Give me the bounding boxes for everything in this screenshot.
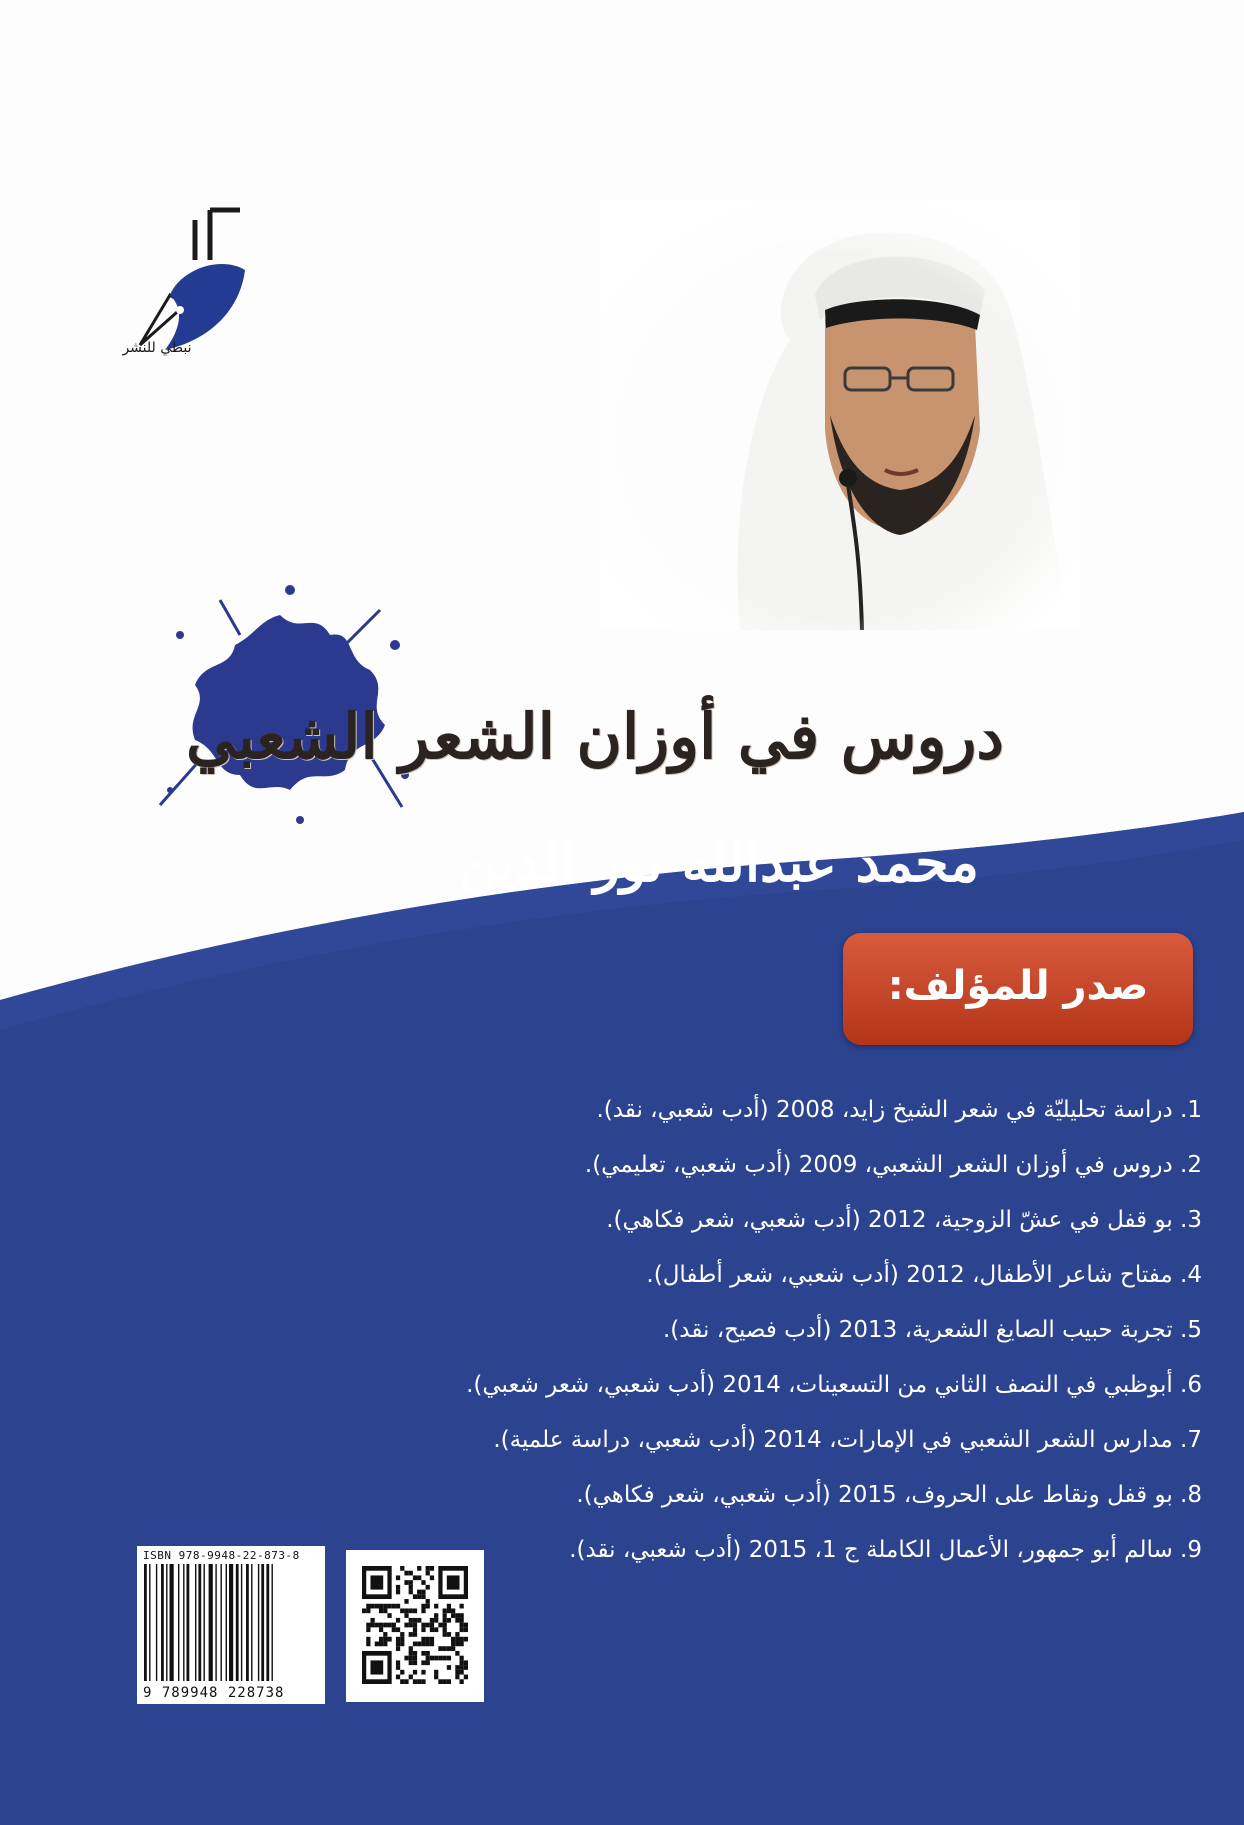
isbn-number: ISBN 978-9948-22-873-8 [143, 1549, 300, 1562]
author-name: محمد عبدالله نور الدين [459, 830, 979, 894]
barcode-digits: 9 789948 228738 [143, 1685, 285, 1701]
qr-code-box [346, 1550, 484, 1702]
list-item: 9. سالم أبو جمهور، الأعمال الكاملة ج 1، 2015 (أدب شعبي، نقد). [569, 1537, 1202, 1563]
list-item: 3. بو قفل في عشّ الزوجية، 2012 (أدب شعبي، شعر فكاهي). [606, 1207, 1202, 1233]
list-item: 8. بو قفل ونقاط على الحروف، 2015 (أدب شعبي، شعر فكاهي). [576, 1482, 1202, 1508]
isbn-barcode [137, 1546, 325, 1704]
published-works-badge [843, 933, 1193, 1045]
barcode-bars [143, 1564, 319, 1681]
list-item: 6. أبوظبي في النصف الثاني من التسعينات، 2014 (أدب شعبي، شعر شعبي). [466, 1372, 1202, 1398]
author-portrait [600, 200, 1080, 630]
publisher-name: نبطي للنشر [122, 340, 192, 356]
published-works-list [342, 1083, 1202, 1578]
qr-code [362, 1566, 468, 1684]
list-item: 4. مفتاح شاعر الأطفال، 2012 (أدب شعبي، شعر أطفال). [646, 1262, 1202, 1288]
list-item: 1. دراسة تحليليّة في شعر الشيخ زايد، 2008 (أدب شعبي، نقد). [596, 1097, 1202, 1123]
list-item: 5. تجربة حبيب الصايغ الشعرية، 2013 (أدب فصيح، نقد). [663, 1317, 1202, 1343]
list-item: 2. دروس في أوزان الشعر الشعبي، 2009 (أدب شعبي، تعليمي). [584, 1152, 1202, 1178]
book-title: دروس في أوزان الشعر الشعبي [186, 700, 1004, 773]
list-item: 7. مدارس الشعر الشعبي في الإمارات، 2014 (أدب شعبي، دراسة علمية). [493, 1427, 1202, 1453]
published-works-label: صدر للمؤلف: [887, 963, 1149, 1009]
